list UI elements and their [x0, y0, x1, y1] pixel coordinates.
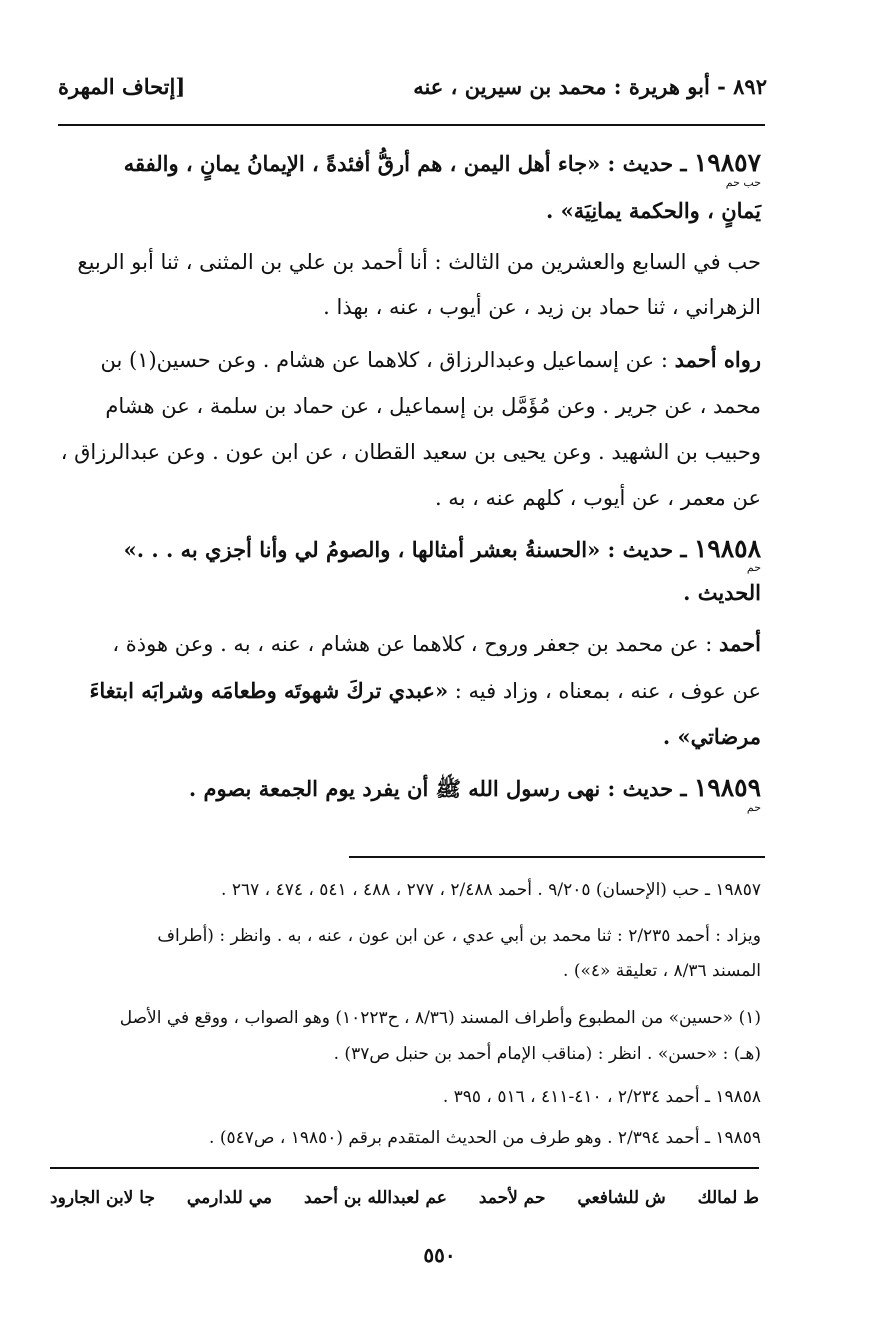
- hadith-text: ـ حديث : «الحسنةُ بعشر أمثالها ، والصومُ لي وأنا أجزي به . . .»: [123, 537, 694, 562]
- paragraph-line: [58, 349, 761, 371]
- source-name: أحمد: [719, 631, 761, 656]
- running-header-title: ٨٩٢ - أبو هريرة : محمد بن سيرين ، عنه: [413, 74, 767, 99]
- paragraph-line: وحبيب بن الشهيد . وعن يحيى بن سعيد القطان ، عن ابن عون . وعن عبدالرزاق ،: [60, 440, 761, 464]
- paragraph-text: : عن محمد بن جعفر وروح ، كلاهما عن هشام ، عنه ، به . وعن هوذة ،: [112, 632, 720, 656]
- abbreviation: جا لابن الجارود: [50, 1188, 155, 1208]
- hadith-19858-line-2: الحديث .: [683, 580, 761, 605]
- page-number: ٥٥٠: [423, 1243, 456, 1267]
- paragraph-line: الزهراني ، ثنا حماد بن زيد ، عن أيوب ، عنه ، بهذا .: [323, 295, 761, 319]
- hadith-19857-line-1: [58, 150, 761, 175]
- quoted-text: «عبدي تركَ شهوتَه وطعامَه وشرابَه ابتغاءَ: [89, 678, 449, 703]
- footnote: المسند ٨/٣٦ ، تعليقة «٤») .: [563, 961, 761, 981]
- header-rule: [58, 124, 765, 126]
- paragraph-line: مرضاتي» .: [662, 724, 761, 749]
- source-name: رواه أحمد: [674, 347, 761, 372]
- hadith-19858-line-1: [58, 536, 761, 561]
- paragraph-text: : عن إسماعيل وعبدالرزاق ، كلاهما عن هشام . وعن حسين(١) بن: [100, 348, 675, 372]
- footnote: ١٩٨٥٨ ـ أحمد ٢/٢٣٤ ، ٤١٠-٤١١ ، ٥١٦ ، ٣٩٥ .: [442, 1087, 761, 1107]
- footnote: (١) «حسين» من المطبوع وأطراف المسند (٨/٣٦ ، ح١٠٢٢٣) وهو الصواب ، ووقع في الأصل: [119, 1008, 761, 1028]
- hadith-number: ١٩٨٥٩: [693, 773, 761, 802]
- hadith-19859-line-1: [58, 775, 761, 800]
- footnote: ويزاد : أحمد ٢/٢٣٥ : ثنا محمد بن أبي عدي ، عن ابن عون ، عنه ، به . وانظر : (أطراف: [157, 926, 761, 946]
- abbreviation: عم لعبدالله بن أحمد: [303, 1188, 447, 1208]
- hadith-sigla: حب حم: [725, 176, 761, 189]
- hadith-number: ١٩٨٥٨: [693, 534, 761, 563]
- hadith-text: ـ حديث : «جاء أهل اليمن ، هم أرقُّ أفئدةً ، الإيمانُ يمانٍ ، والفقه: [123, 151, 694, 176]
- paragraph-line: [58, 680, 761, 702]
- abbreviation: حم لأحمد: [478, 1188, 546, 1208]
- paragraph-line: حب في السابع والعشرين من الثالث : أنا أحمد بن علي بن المثنى ، ثنا أبو الربيع: [77, 250, 761, 274]
- footnote-rule: [349, 856, 765, 858]
- footnote: ١٩٨٥٩ ـ أحمد ٢/٣٩٤ . وهو طرف من الحديث المتقدم برقم (١٩٨٥٠ ، ص٥٤٧) .: [209, 1128, 761, 1148]
- abbreviations-rule: [50, 1167, 759, 1169]
- abbreviation: ط لمالك: [697, 1188, 759, 1208]
- paragraph-line: محمد ، عن جرير . وعن مُؤَمَّل بن إسماعيل ، عن حماد بن سلمة ، عن هشام: [105, 394, 761, 418]
- hadith-sigla: حم: [746, 561, 761, 574]
- hadith-19857-line-2: يَمانٍ ، والحكمة يمانِيَة» .: [545, 198, 761, 223]
- hadith-text: ـ حديث : نهى رسول الله ﷺ أن يفرد يوم الجمعة بصوم .: [188, 776, 694, 801]
- abbreviations-bar: [50, 1188, 759, 1208]
- paragraph-line: عن معمر ، عن أيوب ، كلهم عنه ، به .: [434, 486, 761, 510]
- running-header-book: [إتحاف المهرة: [58, 74, 186, 99]
- footnote: (هـ) : «حسن» . انظر : (مناقب الإمام أحمد بن حنبل ص٣٧) .: [333, 1044, 761, 1064]
- hadith-number: ١٩٨٥٧: [693, 148, 761, 177]
- abbreviation: مي للدارمي: [186, 1188, 273, 1208]
- paragraph-text: عن عوف ، عنه ، بمعناه ، وزاد فيه :: [448, 679, 761, 703]
- hadith-sigla: حم: [746, 801, 761, 814]
- paragraph-line: [58, 633, 761, 655]
- footnote: ١٩٨٥٧ ـ حب (الإحسان) ٩/٢٠٥ . أحمد ٢/٤٨٨ ، ٢٧٧ ، ٤٨٨ ، ٥٤١ ، ٤٧٤ ، ٢٦٧ .: [221, 880, 761, 900]
- abbreviation: ش للشافعي: [577, 1188, 666, 1208]
